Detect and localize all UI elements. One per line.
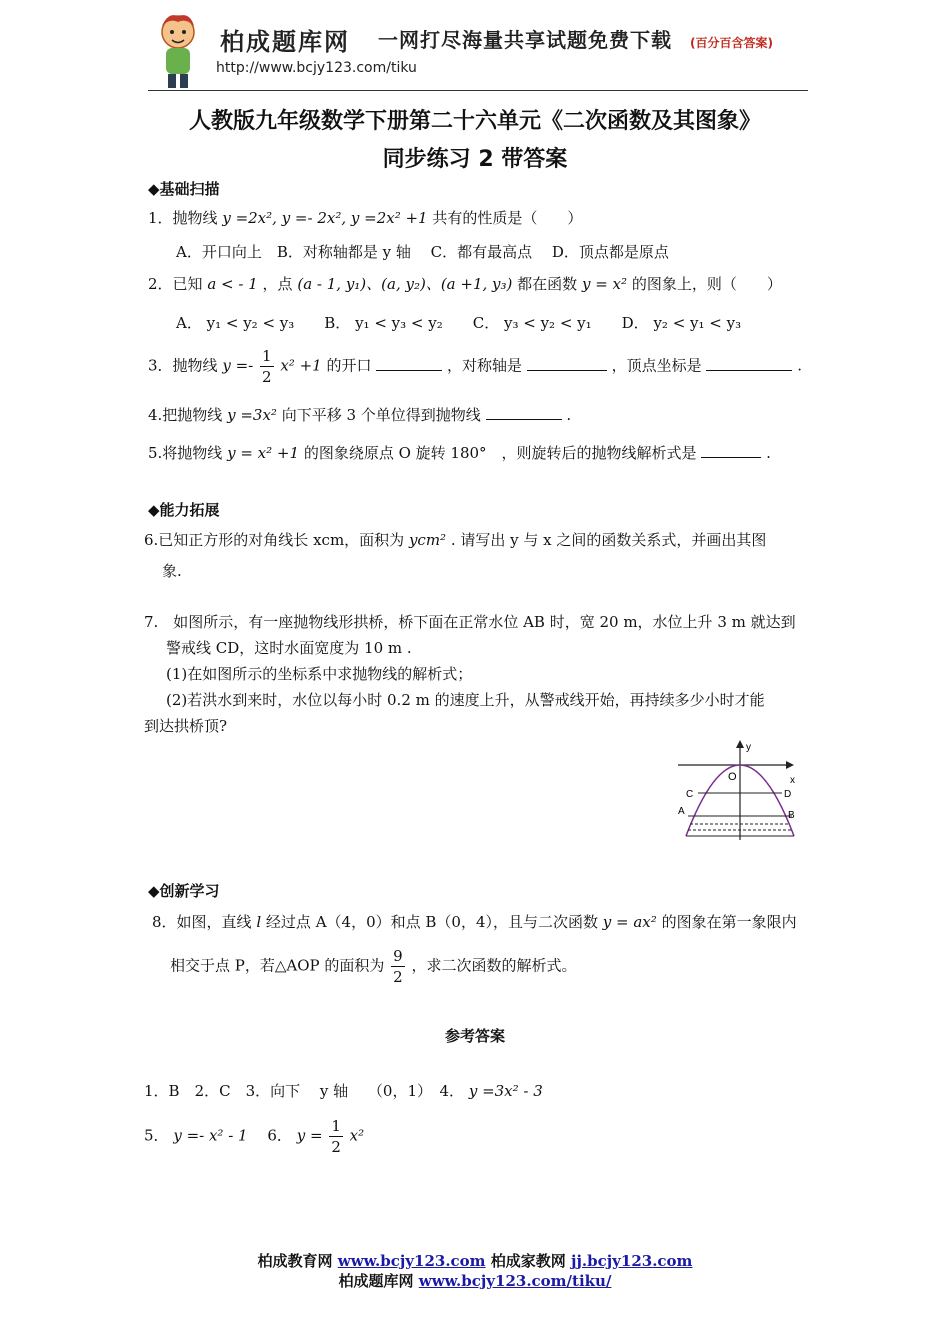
footer-link-bcjy[interactable]: www.bcjy123.com [337, 1252, 486, 1270]
q2-stem-c: 都在函数 [517, 275, 578, 293]
q2-stem-a: 2．已知 [148, 275, 203, 293]
fig-label-c: C [686, 789, 694, 800]
header-url[interactable]: http://www.bcjy123.com/tiku [216, 60, 417, 76]
footer-link-jj[interactable]: jj.bcjy123.com [571, 1252, 693, 1270]
answers-line2 [144, 1116, 364, 1157]
q3-fn-b: x² +1 [280, 356, 322, 375]
q4-blank[interactable] [486, 405, 562, 420]
answers-line2-fn2a: y = [296, 1126, 323, 1145]
q6-line1a: 6.已知正方形的对角线长 xcm，面积为 [144, 531, 405, 549]
q3-fraction [260, 346, 274, 387]
q4-end: . [566, 406, 572, 424]
arch-bridge-figure [676, 740, 806, 845]
q4-text: 向下平移 3 个单位得到抛物线 [281, 406, 481, 424]
answers-line2b: 6． [252, 1126, 292, 1145]
q1-math: y =2x², y =- 2x², y =2x² +1 [222, 209, 428, 227]
q7-line5: 到达拱桥顶? [144, 717, 228, 735]
fig-label-y: y [746, 742, 751, 753]
answers-frac-num: 1 [331, 1117, 341, 1135]
footer-link-tiku[interactable]: www.bcjy123.com/tiku/ [418, 1272, 612, 1290]
footer-line2 [100, 1270, 850, 1291]
page-title-line2: 同步练习 2 带答案 [382, 147, 568, 172]
brand-name: 柏成题库网 [220, 28, 350, 56]
fig-label-a: A [678, 806, 685, 817]
fig-label-o: O [728, 771, 737, 783]
q5-end: . [766, 444, 771, 462]
q1-options: A．开口向上 B．对称轴都是 y 轴 C．都有最高点 D．顶点都是原点 [176, 243, 669, 261]
answers-line1-fn: y =3x² - 3 [468, 1082, 543, 1100]
slogan: 一网打尽海量共享试题免费下载 [378, 28, 672, 52]
q3-blank-2[interactable] [527, 356, 607, 371]
q8-line1b: 经过点 A（4，0）和点 B（0，4），且与二次函数 [265, 913, 598, 931]
q2-fn: y = x² [581, 275, 628, 293]
answers-fraction [329, 1116, 343, 1157]
q3-frac-den: 2 [262, 368, 272, 386]
fig-label-d: D [784, 789, 792, 800]
q2-cond: a < - 1 [207, 275, 258, 293]
answers-line2a: 5． [144, 1126, 169, 1145]
q7-line2: 警戒线 CD，这时水面宽度为 10 m . [166, 639, 412, 657]
q8-line-l: l [256, 913, 262, 931]
q6-line1m: ycm² [408, 531, 447, 549]
footer-site2: 柏成家教网 [490, 1252, 566, 1270]
q2-stem-d: 的图象上，则（ ） [631, 275, 782, 293]
q3-text-b: ，对称轴是 [447, 356, 523, 375]
q8-frac-den: 2 [393, 968, 403, 986]
q6-line2: 象. [162, 562, 182, 580]
q8-fraction [391, 946, 405, 987]
q8-frac-num: 9 [393, 947, 403, 965]
q3-text-a: 的开口 [326, 356, 372, 375]
header-divider [148, 90, 808, 91]
q4-fn: y =3x² [227, 406, 277, 424]
answers-title: 参考答案 [444, 1027, 505, 1045]
q8-line2 [170, 946, 577, 987]
q3-text-c: ，顶点坐标是 [611, 356, 702, 375]
q4 [148, 404, 571, 425]
answer-badge: (百分百含答案) [690, 36, 773, 50]
q7-line4: (2)若洪水到来时，水位以每小时 0.2 m 的速度上升，从警戒线开始，再持续多少小时才能 [166, 691, 765, 709]
q3 [148, 346, 802, 387]
q5-blank[interactable] [701, 443, 761, 458]
q3-end: . [797, 356, 802, 375]
q8-fn: y = ax² [602, 913, 657, 931]
q6-line1b: . 请写出 y 与 x 之间的函数关系式，并画出其图 [450, 531, 767, 549]
section-ability: ◆能力拓展 [148, 501, 220, 519]
q1-stem [148, 207, 582, 228]
page-title-line1: 人教版九年级数学下册第二十六单元《二次函数及其图象》 [188, 109, 761, 134]
footer-site1: 柏成教育网 [257, 1252, 333, 1270]
q3-blank-3[interactable] [706, 356, 792, 371]
q3-fn-a: y =- [222, 356, 254, 375]
answers-frac-den: 2 [331, 1138, 341, 1156]
q4-prefix: 4.把抛物线 [148, 406, 223, 424]
q2-stem [148, 273, 782, 294]
answers-line1 [144, 1080, 543, 1101]
answers-line2-fn2b: x² [349, 1126, 365, 1145]
q7-line3: (1)在如图所示的坐标系中求抛物线的解析式； [166, 665, 473, 683]
q1-stem-b: 共有的性质是（ ） [432, 209, 583, 227]
q5-text: 的图象绕原点 O 旋转 180° ，则旋转后的抛物线解析式是 [303, 444, 697, 462]
q8-line1a: 8．如图，直线 [152, 913, 252, 931]
q8-line2b: ，求二次函数的解析式。 [411, 956, 577, 975]
fig-label-x: x [790, 775, 795, 786]
answers-line1-text: 1．B 2．C 3．向下 y 轴 （0，1） 4． [144, 1082, 465, 1100]
footer-site3: 柏成题库网 [338, 1272, 414, 1290]
section-basic: ◆基础扫描 [148, 180, 220, 198]
y-axis-arrow-icon [736, 740, 744, 748]
q3-frac-num: 1 [262, 347, 272, 365]
section-innovation: ◆创新学习 [148, 882, 220, 900]
q8-line1 [152, 911, 797, 932]
x-axis-arrow-icon [786, 761, 794, 769]
q3-prefix: 3．抛物线 [148, 356, 218, 375]
answers-line2-fn: y =- x² - 1 [173, 1126, 248, 1145]
q2-options: A． y₁ < y₂ < y₃ B． y₁ < y₃ < y₂ C． y₃ < y₂ < y₁ D． y₂ < y₁ < y₃ [176, 314, 742, 332]
q5-fn: y = x² +1 [227, 444, 300, 462]
q8-line2a: 相交于点 P，若△AOP 的面积为 [170, 956, 385, 975]
q2-points: (a - 1, y₁)、(a, y₂)、(a +1, y₃) [297, 275, 513, 293]
q2-stem-b: ，点 [262, 275, 293, 293]
mascot-logo-icon [148, 10, 208, 90]
q1-stem-a: 1．抛物线 [148, 209, 218, 227]
q8-line1c: 的图象在第一象限内 [661, 913, 797, 931]
fig-label-b: B [788, 810, 795, 821]
q7-line1: 7. 如图所示，有一座抛物线形拱桥，桥下面在正常水位 AB 时，宽 20 m，水位上升 3 m 就达到 [144, 613, 796, 631]
q5-prefix: 5.将抛物线 [148, 444, 223, 462]
q3-blank-1[interactable] [376, 356, 442, 371]
footer-line1 [100, 1250, 850, 1271]
q6-line1 [144, 529, 766, 550]
q5 [148, 442, 771, 463]
